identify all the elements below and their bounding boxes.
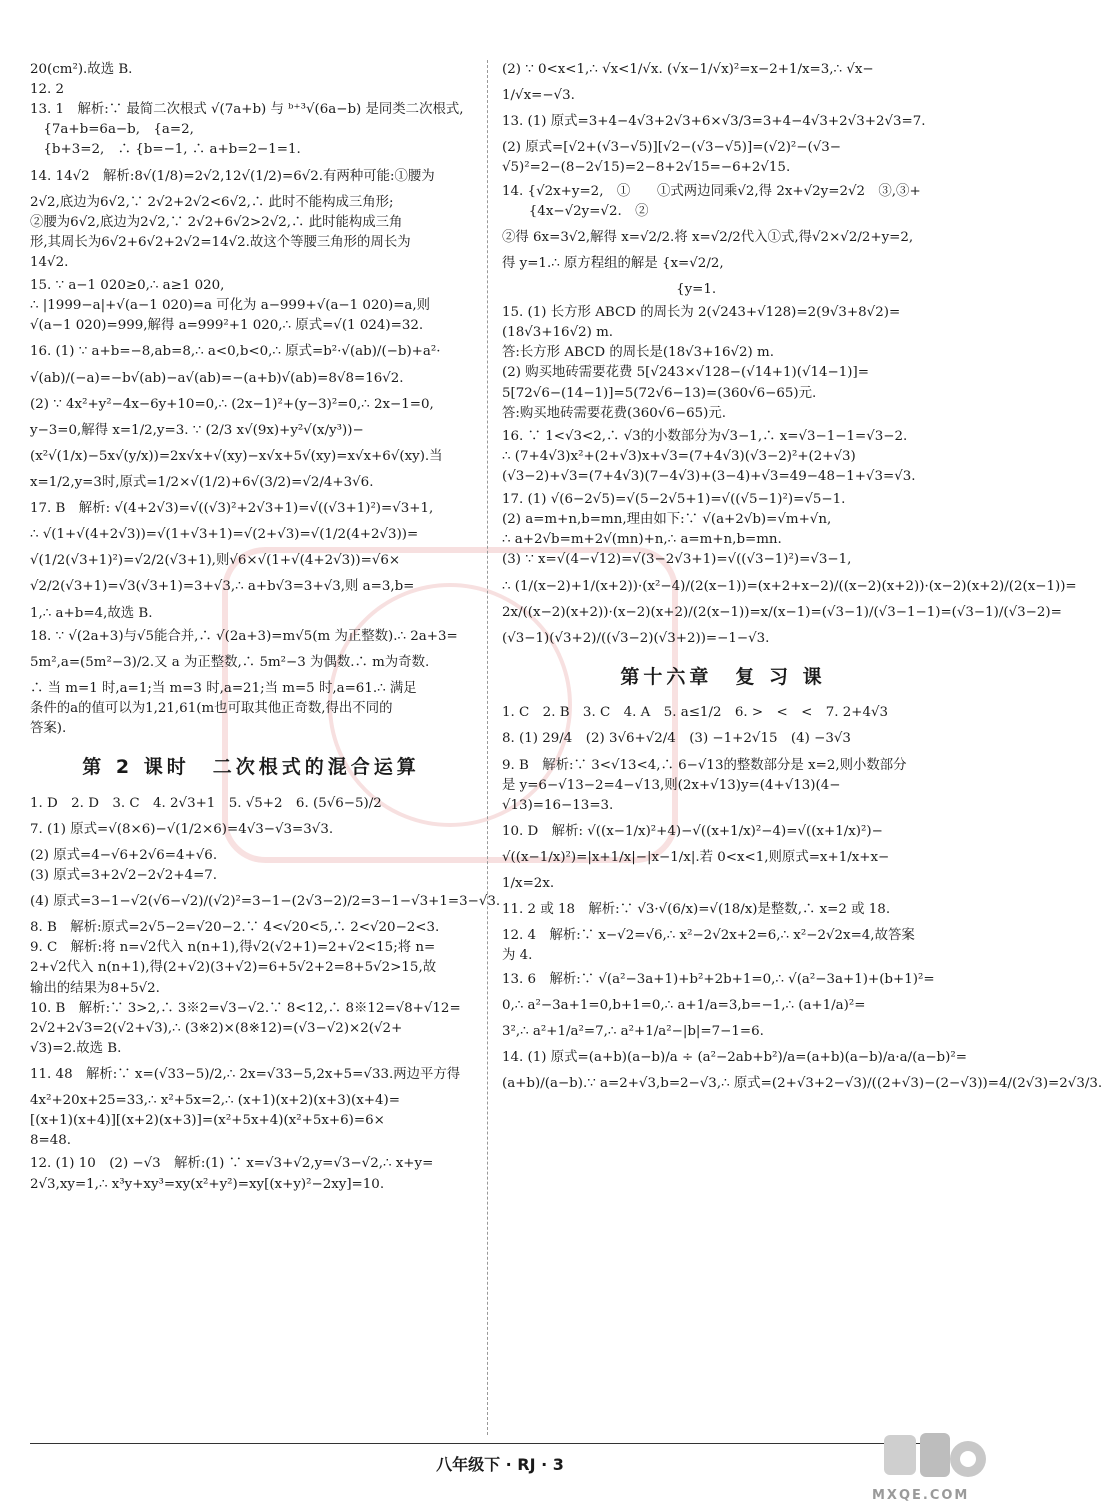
answer-line: 答:购买地砖需要花费(360√6−65)元. [502, 405, 726, 421]
answer-line: ∴ (1/(x−2)+1/(x+2))·(x²−4)/(2(x−1))=(x+2+x−2)/((x−2)(x+2))·(x−2)(x+2)/(2(x−1))= [502, 578, 1077, 594]
answer-line: ∴ √(1+√(4+2√3))=√(1+√3+1)=√(2+√3)=√(1/2(4+2√3))= [30, 527, 419, 543]
page-footer: 八年级下 · RJ · 3 [436, 1455, 564, 1474]
answer-line: ∴ (7+4√3)x²+(2+√3)x+√3=(7+4√3)(√3−2)²+(2+√3) [502, 448, 856, 464]
left-answers-lesson-2 [30, 794, 501, 1195]
answer-line: ∴ |1999−a|+√(a−1 020)=a 可化为 a−999+√(a−1 020)=a,则 [30, 298, 431, 314]
answer-line: 输出的结果为8+5√2. [30, 980, 160, 996]
answer-line: 2√3,xy=1,∴ x³y+xy³=xy(x²+y²)=xy[(x+y)²−2xy]=10. [30, 1176, 385, 1192]
answer-line: (3) ∵ x=√(4−√12)=√(3−2√3+1)=√((√3−1)²)=√3−1, [502, 552, 852, 568]
answer-line: (√3−2)+√3=(7+4√3)(7−4√3)+(3−4)+√3=49−48−1+√3=√3. [502, 468, 916, 484]
left-column [30, 60, 501, 1195]
answer-line: {y=1. [502, 281, 717, 297]
answer-line: 2x/((x−2)(x+2))·(x−2)(x+2)/(2(x−1))=x/(x−1)=(√3−1)/(√3−1−1)=(√3−1)/(√3−2)= [502, 604, 1062, 620]
answer-line: 13. 6 解析:∵ √(a²−3a+1)+b²+2b+1=0,∴ √(a²−3a+1)+(b+1)²= [502, 971, 935, 987]
answer-line: 12. 2 [30, 82, 65, 98]
answer-line: 2√2+2√3=2(√2+√3),∴ (3※2)×(8※12)=(√3−√2)×2(√2+ [30, 1020, 403, 1036]
watermark-logo-icon [880, 1425, 990, 1497]
right-answers [502, 60, 1077, 649]
answer-line: 11. 2 或 18 解析:∵ √3·√(6/x)=√(18/x)是整数,∴ x=2 或 18. [502, 902, 891, 918]
answer-line: (4) 原式=3−1−√2(√6−√2)/(√2)²=3−1−(2√3−2)/2=3−1−√3+1=3−√3. [30, 894, 501, 910]
answer-line: 1,∴ a+b=4,故选 B. [30, 605, 153, 621]
answer-line: ②得 6x=3√2,解得 x=√2/2.将 x=√2/2代入①式,得√2×√2/2+y=2, [502, 229, 914, 245]
answer-line: √5)²=2−(8−2√15)=2−8+2√15=−6+2√15. [502, 160, 791, 176]
answer-line: ②腰为6√2,底边为2√2,∵ 2√2+6√2>2√2,∴ 此时能构成三角 [30, 214, 403, 230]
answer-line: y−3=0,解得 x=1/2,y=3. ∵ (2/3 x√(9x)+y²√(x/y³))− [30, 422, 364, 438]
answer-line: 2+√2代入 n(n+1),得(2+√2)(3+√2)=6+5√2+2=8+5√2>15,故 [30, 960, 437, 976]
footer-rule [30, 1443, 945, 1444]
answer-line: 2√2,底边为6√2,∵ 2√2+2√2<6√2,∴ 此时不能构成三角形; [30, 194, 394, 210]
answer-line: 15. ∵ a−1 020≥0,∴ a≥1 020, [30, 278, 225, 294]
answer-line: {4x−√2y=√2. ② [502, 203, 649, 219]
answer-line: (18√3+16√2) m. [502, 325, 614, 341]
answer-line: (x²√(1/x)−5x√(y/x))=2x√x+√(xy)−x√x+5√(xy)=x√x+6√(xy).当 [30, 448, 443, 464]
answer-line: √((x−1/x)²)=|x+1/x|−|x−1/x|.若 0<x<1,则原式=x+1/x+x− [502, 850, 890, 865]
answer-line: 8. (1) 29/4 (2) 3√6+√2/4 (3) −1+2√15 (4) −3√3 [502, 731, 851, 747]
answer-line: 得 y=1.∴ 原方程组的解是 {x=√2/2, [502, 255, 724, 271]
section-title-lesson-2: 第 2 课时 二次根式的混合运算 [82, 756, 420, 779]
answer-line: 9. B 解析:∵ 3<√13<4,∴ 6−√13的整数部分是 x=2,则小数部分 [502, 757, 907, 773]
answer-line: 8. B 解析:原式=2√5−2=√20−2.∵ 4<√20<5,∴ 2<√20−2<3. [30, 920, 440, 936]
answer-line: (2) ∵ 0<x<1,∴ √x<1/√x. (√x−1/√x)²=x−2+1/x=3,∴ √x− [502, 62, 874, 77]
answer-line: 16. (1) ∵ a+b=−8,ab=8,∴ a<0,b<0,∴ 原式=b²·√(ab)/(−b)+a²· [30, 344, 441, 360]
answer-line: 条件的a的值可以为1,21,61(m也可取其他正奇数,得出不同的 [30, 700, 393, 716]
answer-line: 1/√x=−√3. [502, 88, 575, 104]
answer-line: 14. 14√2 解析:8√(1/8)=2√2,12√(1/2)=6√2.有两种可能:①腰为 [30, 168, 435, 184]
answer-line: ∴ a+2√b=m+2√(mn)+n,∴ a=m+n,b=mn. [502, 532, 782, 548]
answer-line: 14√2. [30, 254, 69, 270]
answer-line: √2/2(√3+1)=√3(√3+1)=3+√3,∴ a+b√3=3+√3,则 a=3,b= [30, 579, 415, 595]
answer-line: 5m²,a=(5m²−3)/2.又 a 为正整数,∴ 5m²−3 为偶数.∴ m为奇数. [30, 654, 430, 670]
answer-line: √(ab)/(−a)=−b√(ab)−a√(ab)=−(a+b)√(ab)=8√8=16√2. [30, 370, 404, 386]
answer-line: 答:长方形 ABCD 的周长是(18√3+16√2) m. [502, 345, 774, 361]
answer-line: 形,其周长为6√2+6√2+2√2=14√2.故这个等腰三角形的周长为 [30, 234, 411, 250]
answer-line: (2) 原式=4−√6+2√6=4+√6. [30, 847, 218, 863]
right-column [502, 60, 1102, 1100]
answer-line: 1. D 2. D 3. C 4. 2√3+1 5. √5+2 6. (5√6−5)/2 [30, 795, 382, 811]
answer-line: 8=48. [30, 1133, 72, 1149]
answer-line: √(1/2(√3+1)²)=√2/2(√3+1),则√6×√(1+√(4+2√3))=√6× [30, 553, 401, 569]
answer-line: 5[72√6−(14−1)]=5(72√6−13)=(360√6−65)元. [502, 385, 817, 401]
answer-line: 14. {√2x+y=2, ① ①式两边同乘√2,得 2x+√2y=2√2 ③,③+ [502, 183, 921, 199]
answer-line: √13)=16−13=3. [502, 797, 614, 813]
answer-line: (√3−1)(√3+2)/((√3−2)(√3+2))=−1−√3. [502, 630, 770, 646]
answer-line: 10. B 解析:∵ 3>2,∴ 3※2=√3−√2.∵ 8<12,∴ 8※12=√8+√12= [30, 1000, 461, 1016]
answer-line: 16. ∵ 1<√3<2,∴ √3的小数部分为√3−1,∴ x=√3−1−1=√3−2. [502, 428, 908, 444]
answer-line: {b+3=2, ∴ {b=−1, ∴ a+b=2−1=1. [30, 142, 301, 158]
column-divider [487, 60, 488, 1435]
answer-line: 4x²+20x+25=33,∴ x²+5x=2,∴ (x+1)(x+2)(x+3)(x+4)= [30, 1093, 400, 1109]
answer-line: 答案). [30, 721, 67, 737]
section-title-chapter-review: 第十六章 复 习 课 [620, 665, 826, 688]
answer-line: 13. 1 解析:∵ 最简二次根式 √(7a+b) 与 ᵇ⁺³√(6a−b) 是同类二次根式, [30, 102, 464, 118]
answer-line: 9. C 解析:将 n=√2代入 n(n+1),得√2(√2+1)=2+√2<15;将 n= [30, 940, 436, 956]
answer-line: 13. (1) 原式=3+4−4√3+2√3+6×√3/3=3+4−4√3+2√3+2√3=7. [502, 114, 926, 130]
answer-line: (2) ∵ 4x²+y²−4x−6y+10=0,∴ (2x−1)²+(y−3)²=0,∴ 2x−1=0, [30, 396, 434, 412]
answer-line: (2) 原式=[√2+(√3−√5)][√2−(√3−√5)]=(√2)²−(√3− [502, 140, 842, 156]
answer-line: {7a+b=6a−b, {a=2, [30, 122, 194, 138]
answer-line: (2) 购买地砖需要花费 5[√243×√128−(√14+1)(√14−1)]= [502, 365, 869, 381]
right-answers-review [502, 703, 1102, 1094]
answer-line: (2) a=m+n,b=mn,理由如下:∵ √(a+2√b)=√m+√n, [502, 512, 832, 528]
answer-line: 14. (1) 原式=(a+b)(a−b)/a ÷ (a²−2ab+b²)/a=(a+b)(a−b)/a·a/(a−b)²= [502, 1049, 967, 1065]
answer-line: 10. D 解析: √((x−1/x)²+4)−√((x+1/x)²−4)=√((x+1/x)²)− [502, 823, 883, 839]
answer-line: ∴ 当 m=1 时,a=1;当 m=3 时,a=21;当 m=5 时,a=61.∴ 满足 [30, 680, 417, 696]
answer-line: 15. (1) 长方形 ABCD 的周长为 2(√243+√128)=2(9√3+8√2)= [502, 305, 901, 321]
answer-line: 18. ∵ √(2a+3)与√5能合并,∴ √(2a+3)=m√5(m 为正整数).∴ 2a+3= [30, 628, 458, 644]
answer-line: 12. (1) 10 (2) −√3 解析:(1) ∵ x=√3+√2,y=√3−√2,∴ x+y= [30, 1156, 434, 1172]
answer-line: √(a−1 020)=999,解得 a=999²+1 020,∴ 原式=√(1 024)=32. [30, 318, 424, 334]
answer-line: 12. 4 解析:∵ x−√2=√6,∴ x²−2√2x+2=6,∴ x²−2√2x=4,故答案 [502, 928, 915, 944]
answer-line: 7. (1) 原式=√(8×6)−√(1/2×6)=4√3−√3=3√3. [30, 821, 334, 837]
watermark-site: MXQE.COM [872, 1488, 970, 1503]
answer-line: 17. (1) √(6−2√5)=√(5−2√5+1)=√((√5−1)²)=√5−1. [502, 492, 846, 508]
answer-line: 20(cm²).故选 B. [30, 62, 133, 77]
answer-line: (3) 原式=3+2√2−2√2+4=7. [30, 868, 218, 883]
answer-line: 3²,∴ a²+1/a²=7,∴ a²+1/a²−|b|=7−1=6. [502, 1023, 764, 1039]
answer-line: 11. 48 解析:∵ x=(√33−5)/2,∴ 2x=√33−5,2x+5=√33.两边平方得 [30, 1066, 461, 1082]
answer-line: 为 4. [502, 948, 533, 964]
left-answers [30, 60, 472, 739]
answer-line: √3)=2.故选 B. [30, 1040, 122, 1056]
answer-line: 是 y=6−√13−2=4−√13,则(2x+√13)y=(4+√13)(4− [502, 777, 841, 793]
answer-line: (a+b)/(a−b).∵ a=2+√3,b=2−√3,∴ 原式=(2+√3+2−√3)/((2+√3)−(2−√3))=4/(2√3)=2√3/3. [502, 1075, 1102, 1091]
answer-line: 0,∴ a²−3a+1=0,b+1=0,∴ a+1/a=3,b=−1,∴ (a+1/a)²= [502, 997, 866, 1013]
answer-line: [(x+1)(x+4)][(x+2)(x+3)]=(x²+5x+4)(x²+5x+6)=6× [30, 1113, 385, 1129]
answer-line: 17. B 解析: √(4+2√3)=√((√3)²+2√3+1)=√((√3+1)²)=√3+1, [30, 501, 434, 517]
answer-line: 1/x=2x. [502, 876, 555, 892]
answer-line: 1. C 2. B 3. C 4. A 5. a≤1/2 6. > < < 7. 2+4√3 [502, 705, 889, 721]
answer-line: x=1/2,y=3时,原式=1/2×√(1/2)+6√(3/2)=√2/4+3√6. [30, 474, 374, 490]
